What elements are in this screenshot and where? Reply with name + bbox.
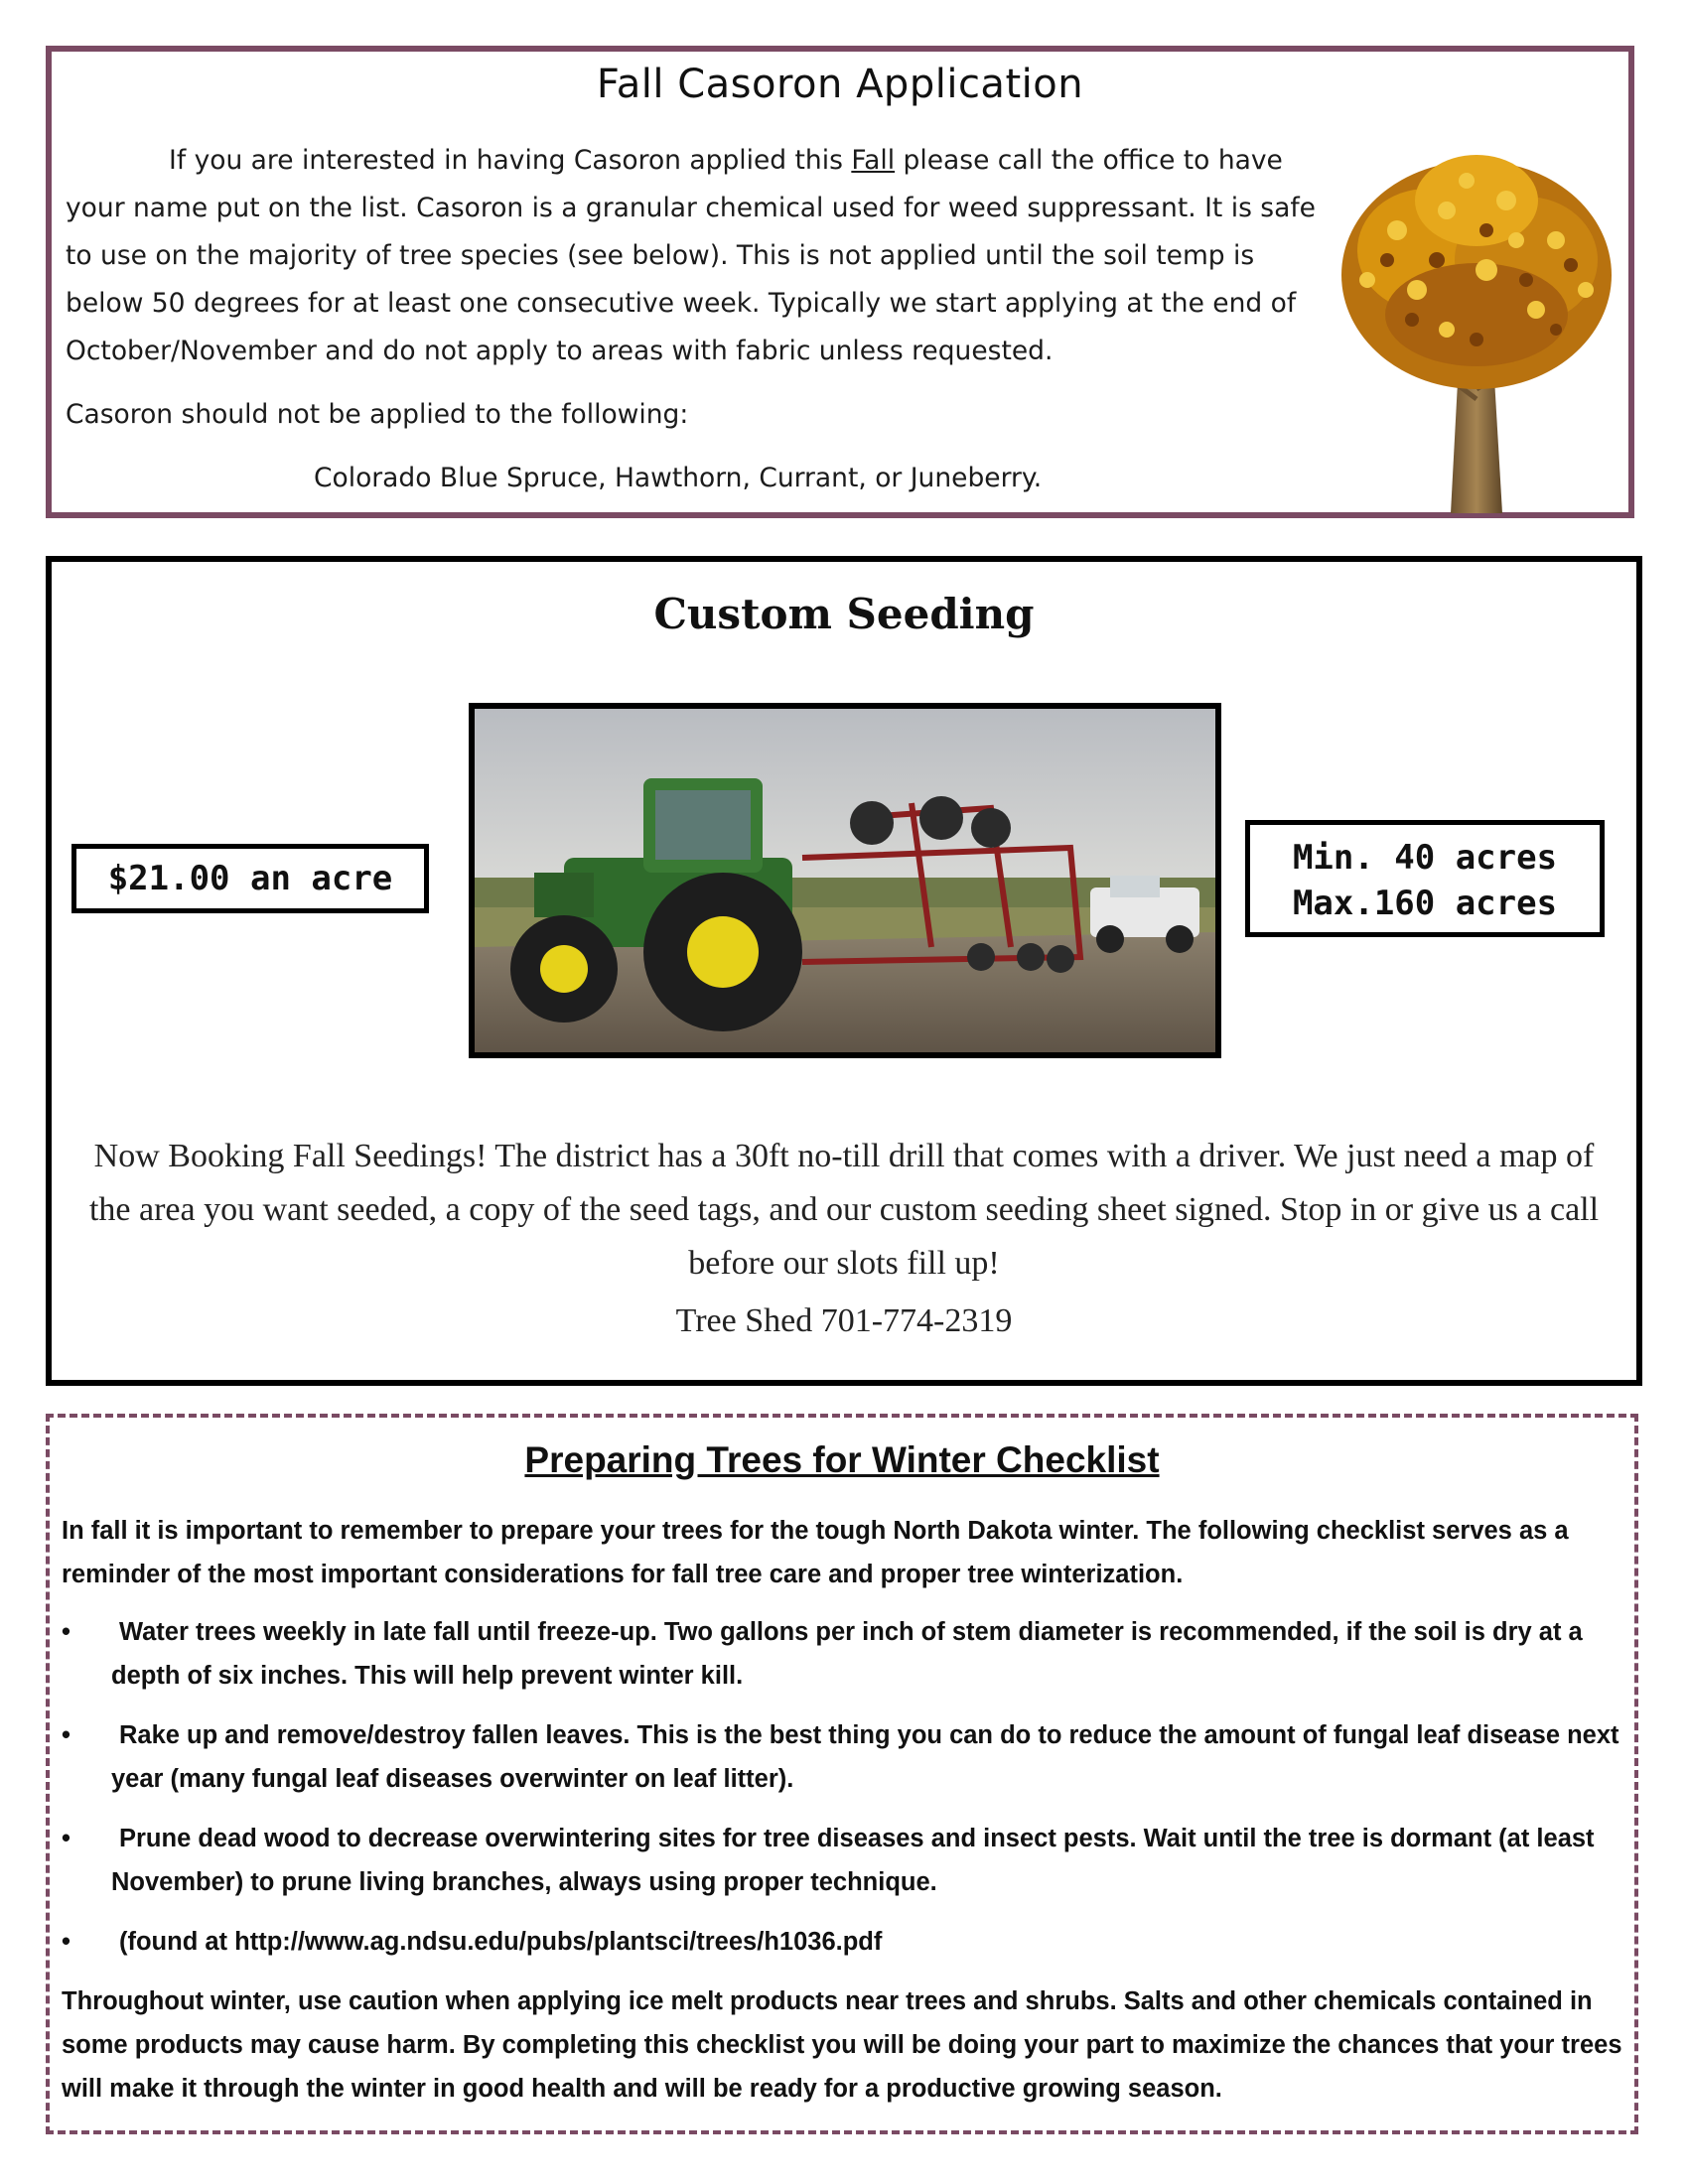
casoron-para1-end: please call the office to have your name put on the list. Casoron is a granular chemical used for weed suppressant. It is safe to use on the majority of tree species (see below). This is not applied until the soil temp is below 50 degrees for at least one consecutive week. Typically we start applying at the end of October/November and do not apply to areas with fabric unless requested. — [66, 145, 1316, 366]
bullet-icon: • — [62, 1721, 70, 1749]
checklist-intro: In fall it is important to remember to prepare your trees for the tough North Dakota winter. The following checklist serves as a reminder of the most important considerations for fall tree care and proper tree winterization. — [62, 1517, 1569, 1588]
checklist-closing: Throughout winter, use caution when applying ice melt products near trees and shrubs. Salts and other chemicals contained in some products may cause harm. By completing this checklist you will be doing your part to maximize the chances that your trees will make it through the winter in good health and will be ready for a productive growing season. — [62, 1987, 1622, 2103]
checklist-item — [62, 1920, 1624, 1964]
seeding-description: Now Booking Fall Seedings! The district has a 30ft no-till drill that comes with a driver. We just need a map of the area you want seeded, a copy of the seed tags, and our custom seeding sheet signed. Stop in or give us a call before our slots fill up! — [88, 1138, 1600, 1282]
price-box — [71, 844, 429, 913]
checklist-item-text: Rake up and remove/destroy fallen leaves. This is the best thing you can do to reduce the amount of fungal leaf disease next year (many fungal leaf diseases overwinter on leaf litter). — [111, 1721, 1619, 1793]
checklist-title: Preparing Trees for Winter Checklist — [524, 1439, 1160, 1480]
checklist-item-text: Water trees weekly in late fall until freeze-up. Two gallons per inch of stem diameter is recommended, if the soil is dry at a depth of six inches. This will help prevent winter kill. — [111, 1618, 1583, 1690]
checklist-item-text: Prune dead wood to decrease overwintering sites for tree diseases and insect pests. Wait until the tree is dormant (at least November) to prune living branches, always using proper technique. — [111, 1825, 1595, 1896]
seeding-title: Custom Seeding — [653, 590, 1035, 638]
seeding-contact: Tree Shed 701-774-2319 — [675, 1302, 1013, 1339]
acres-box — [1245, 820, 1605, 937]
bullet-icon: • — [62, 1825, 70, 1852]
checklist-item-text: (found at http://www.ag.ndsu.edu/pubs/plantsci/trees/h1036.pdf — [119, 1928, 883, 1956]
autumn-tree-illustration — [1328, 141, 1625, 518]
tractor-photo — [469, 703, 1221, 1058]
casoron-paragraph-2: Casoron should not be applied to the following: — [66, 399, 689, 430]
checklist-list — [62, 1610, 1624, 1964]
min-acres-text: Min. 40 acres — [1292, 838, 1558, 878]
tractor-image — [475, 709, 1215, 1052]
casoron-para1-start: If you are interested in having Casoron applied this — [169, 145, 852, 176]
bullet-icon: • — [62, 1618, 70, 1646]
price-text: $21.00 an acre — [107, 859, 393, 898]
max-acres-text: Max.160 acres — [1292, 884, 1558, 923]
casoron-body — [66, 137, 1317, 502]
checklist-content — [62, 1509, 1624, 2111]
casoron-paragraph-1 — [66, 137, 1317, 375]
checklist-item — [62, 1610, 1624, 1698]
custom-seeding-section — [46, 556, 1642, 1386]
casoron-species-list: Colorado Blue Spruce, Hawthorn, Currant, or Juneberry. — [314, 463, 1043, 493]
checklist-item — [62, 1713, 1624, 1801]
casoron-section — [46, 46, 1634, 518]
winter-checklist-section — [46, 1414, 1638, 2134]
casoron-title: Fall Casoron Application — [596, 62, 1084, 107]
checklist-item — [62, 1817, 1624, 1904]
bullet-icon: • — [62, 1928, 70, 1956]
casoron-fall-word: Fall — [851, 145, 896, 176]
